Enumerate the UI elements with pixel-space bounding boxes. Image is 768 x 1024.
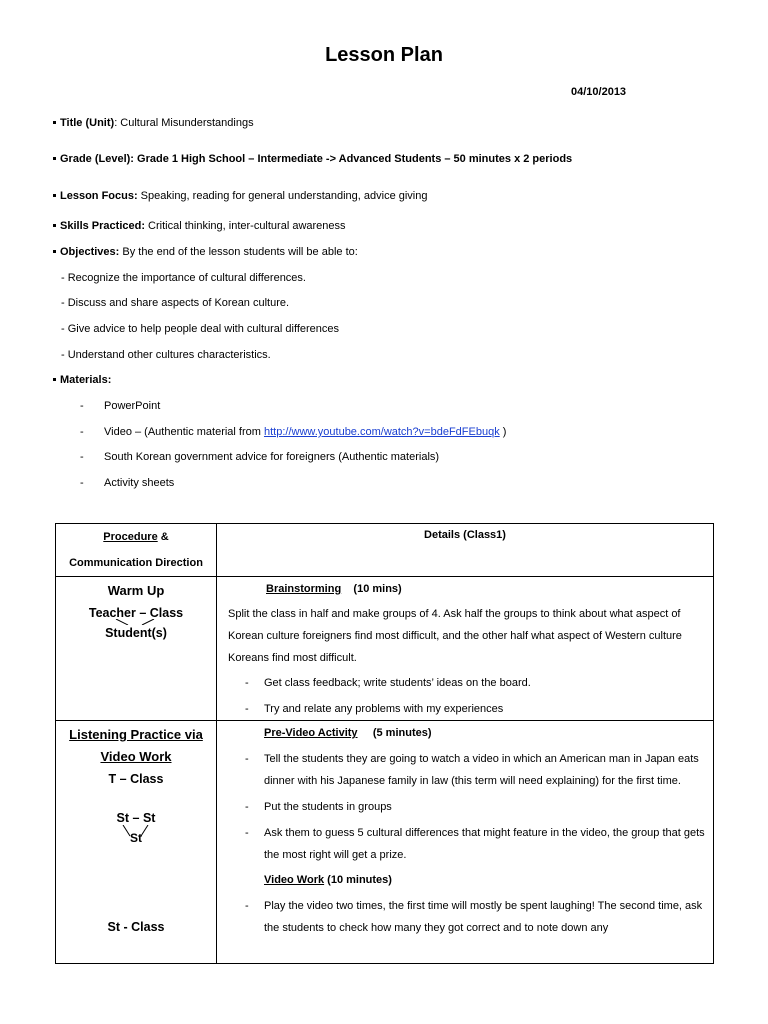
activity-time: (10 mins) — [353, 583, 402, 595]
header-communication-label: Communication Direction — [69, 557, 203, 569]
field-grade — [53, 153, 572, 165]
direction-st: St — [130, 831, 142, 845]
field-materials — [53, 374, 111, 386]
table-row-listening — [56, 721, 714, 964]
page-title: Lesson Plan — [325, 44, 443, 66]
warmup-paragraph: Split the class in half and make groups of 4. Ask half the groups to think about what aspect of Korean culture foreigners find most difficult, and the other half what aspect of Western culture Koreans find most difficult. — [228, 608, 682, 664]
field-value: Critical thinking, inter-cultural awareness — [145, 220, 346, 232]
material-text: Video – (Authentic material from — [104, 426, 264, 438]
field-value: Speaking, reading for general understanding, advice giving — [137, 190, 428, 202]
direction-teacher-class: Teacher – Class — [88, 606, 184, 620]
table-header-row — [56, 524, 714, 577]
dash-bullet: - — [80, 451, 84, 463]
pre-video-heading — [217, 722, 713, 744]
section-title-video-work: Video Work — [100, 749, 172, 764]
warmup-details-cell — [217, 577, 714, 721]
objective-item: - Recognize the importance of cultural differences. — [61, 272, 306, 284]
material-item-video — [104, 426, 506, 438]
field-label: Objectives: — [60, 246, 120, 258]
square-bullet-icon — [53, 157, 56, 160]
activity-pre-video: Pre-Video Activity — [264, 727, 358, 739]
bullet-text: Get class feedback; write students’ ideas on the board. — [264, 677, 531, 689]
warmup-left-cell — [56, 577, 217, 721]
warmup-bullet: - Get class feedback; write students’ ideas on the board. — [245, 677, 531, 689]
material-item: PowerPoint — [104, 400, 161, 412]
youtube-link[interactable]: http://www.youtube.com/watch?v=bdeFdFEbuqk — [263, 426, 500, 438]
bullet-text: Try and relate any problems with my experiences — [264, 703, 504, 715]
pre-video-bullet: - Tell the students they are going to watch a video in which an American man in Japan eats dinner with his Japanese family in law (this term will need explaining) for the first time. — [245, 753, 699, 787]
listening-details-cell — [217, 721, 714, 964]
direction-st-class: St - Class — [107, 920, 165, 934]
header-procedure-cell — [56, 524, 217, 577]
procedure-table — [55, 523, 714, 964]
field-title-unit — [53, 117, 254, 129]
activity-time: (5 minutes) — [372, 727, 432, 739]
field-label: Lesson Focus: — [60, 190, 138, 202]
square-bullet-icon — [53, 121, 56, 124]
field-label: Grade (Level): — [60, 153, 134, 165]
activity-time: (10 minutes) — [324, 874, 392, 886]
material-item: South Korean government advice for foreigners (Authentic materials) — [104, 451, 440, 463]
header-procedure — [56, 524, 216, 576]
pre-video-bullet: - Put the students in groups — [245, 801, 392, 813]
direction-t-class: T – Class — [108, 772, 164, 786]
header-details-cell — [217, 524, 714, 577]
header-details-label: Details (Class1) — [424, 529, 506, 541]
pre-video-bullet: - Ask them to guess 5 cultural differences that might feature in the video, the group that gets the most right will get a prize. — [245, 827, 705, 861]
warmup-activity-heading — [217, 578, 713, 600]
warmup-bullet: - Try and relate any problems with my experiences — [245, 703, 504, 715]
field-skills — [53, 220, 346, 232]
document-date: 04/10/2013 — [571, 86, 627, 98]
activity-video-work: Video Work — [264, 874, 325, 886]
bullet-text: Put the students in groups — [264, 801, 392, 813]
material-item: Activity sheets — [104, 477, 175, 489]
field-objectives — [53, 246, 358, 258]
bullet-text: Tell the students they are going to watch a video in which an American man in Japan eats dinner with his Japanese family in law (this term will need explaining) for the first time. — [264, 753, 699, 787]
dash-bullet: - — [80, 477, 84, 489]
square-bullet-icon — [53, 250, 56, 253]
field-value: : Cultural Misunderstandings — [114, 117, 254, 129]
square-bullet-icon — [53, 224, 56, 227]
field-lesson-focus — [53, 190, 428, 202]
field-label: Title (Unit) — [60, 117, 115, 129]
field-label: Materials: — [60, 374, 112, 386]
section-title-listening: Listening Practice via — [69, 727, 203, 742]
video-work-heading — [217, 869, 713, 891]
field-label: Skills Practiced: — [60, 220, 145, 232]
direction-students: Student(s) — [105, 626, 167, 640]
dash-bullet: - — [80, 426, 84, 438]
bullet-text: Play the video two times, the first time will mostly be spent laughing! The second time, ask the students to check how many they got correct and to note down any — [264, 900, 703, 934]
material-text: ) — [499, 426, 507, 438]
section-title-warmup: Warm Up — [107, 583, 165, 598]
field-value: Grade 1 High School – Intermediate -> Advanced Students – 50 minutes x 2 periods — [133, 153, 573, 165]
header-procedure-label: Procedure — [103, 531, 158, 543]
direction-st-st: St – St — [116, 811, 156, 825]
table-row-warmup — [56, 577, 714, 721]
activity-brainstorming: Brainstorming — [266, 583, 342, 595]
square-bullet-icon — [53, 378, 56, 381]
field-value: By the end of the lesson students will be able to: — [119, 246, 358, 258]
dash-bullet: - — [80, 400, 84, 412]
bullet-text: Ask them to guess 5 cultural differences that might feature in the video, the group that gets the most right will get a prize. — [264, 827, 705, 861]
video-work-bullet: - Play the video two times, the first time will mostly be spent laughing! The second time, ask the students to check how many they got correct and to note down any — [245, 900, 703, 934]
listening-left-cell — [56, 721, 217, 964]
square-bullet-icon — [53, 194, 56, 197]
objective-item: - Understand other cultures characteristics. — [61, 349, 271, 361]
header-ampersand: & — [157, 531, 169, 543]
objective-item: - Give advice to help people deal with cultural differences — [61, 323, 340, 335]
objective-item: - Discuss and share aspects of Korean culture. — [61, 297, 290, 309]
